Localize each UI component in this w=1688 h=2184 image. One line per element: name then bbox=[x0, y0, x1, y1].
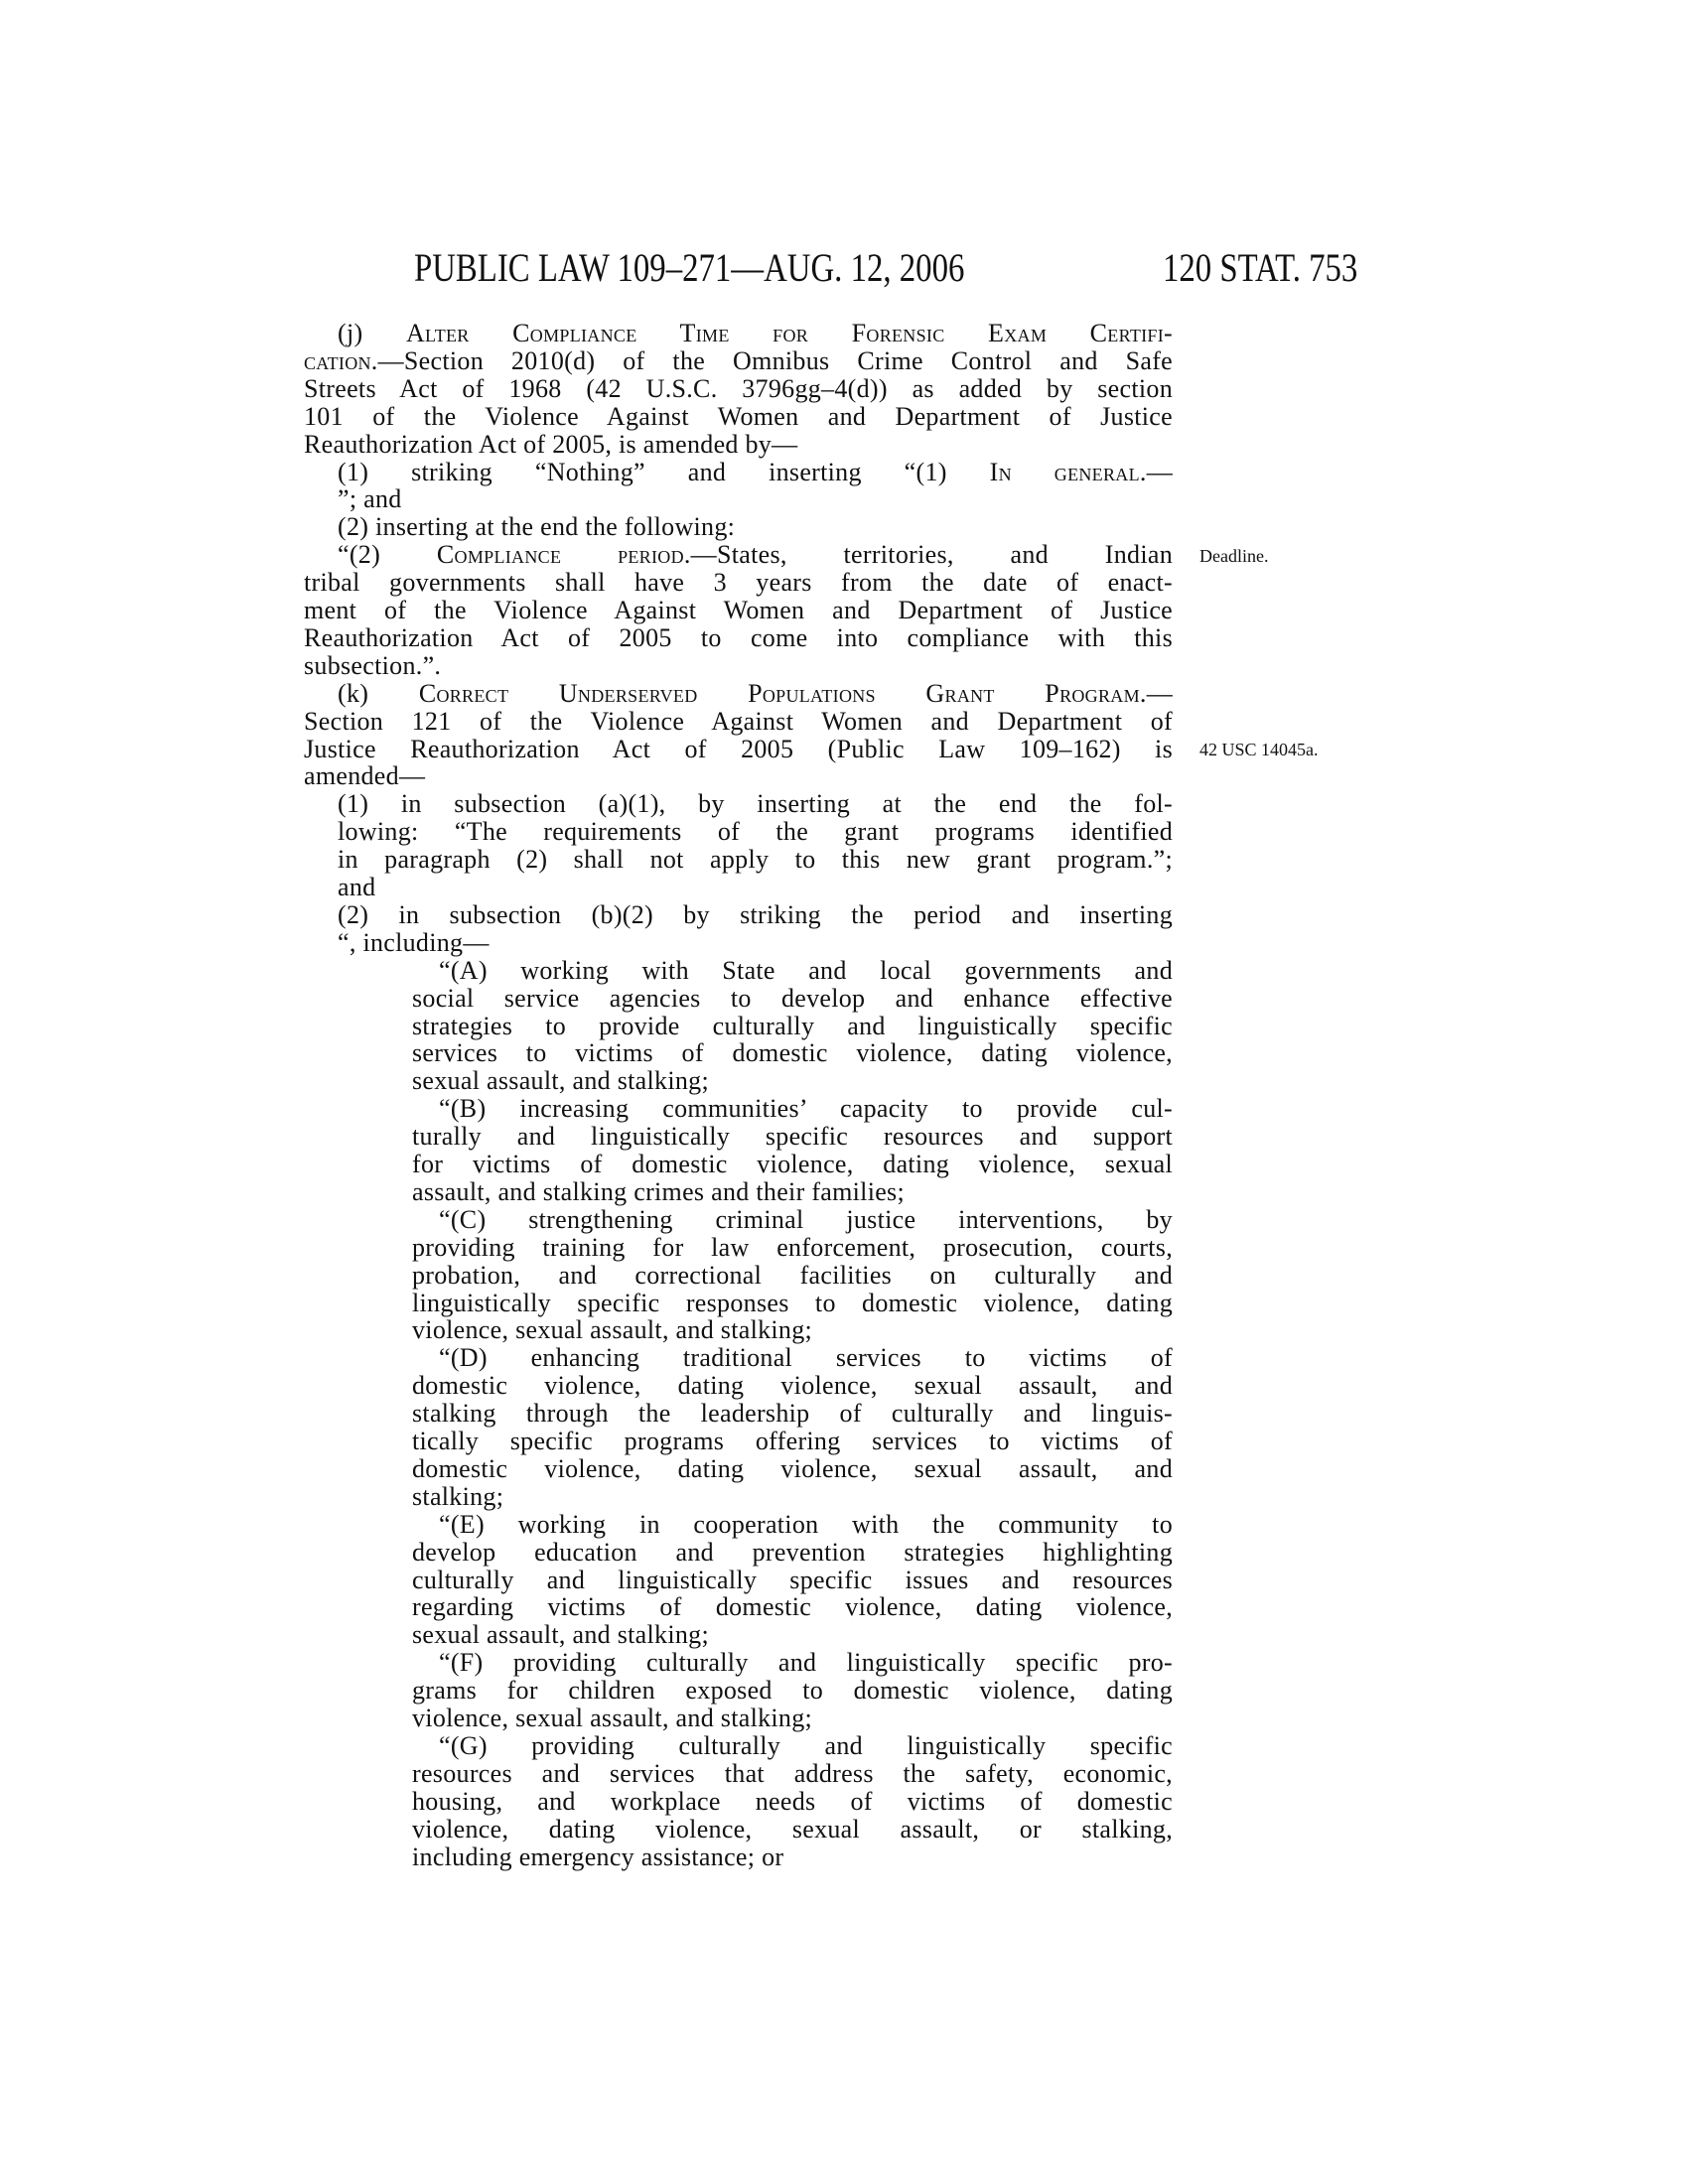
text-line bbox=[304, 708, 1173, 736]
text-line bbox=[412, 1262, 1173, 1290]
text-segment: Reauthorization Act of 2005 to come into compliance with this bbox=[304, 622, 1173, 652]
text-segment: “(2) bbox=[338, 540, 437, 570]
section-heading: Correct Underserved Populations Grant Program. bbox=[418, 678, 1147, 708]
text-line bbox=[304, 597, 1173, 624]
text-line bbox=[412, 1593, 1173, 1621]
text-line bbox=[412, 1372, 1173, 1400]
text-line bbox=[439, 1732, 1173, 1760]
text-segment: sexual assault, and stalking; bbox=[412, 1066, 709, 1096]
text-line bbox=[304, 762, 1173, 790]
text-segment: Reauthorization Act of 2005, is amended by— bbox=[304, 429, 798, 459]
text-segment: subsection.”. bbox=[304, 650, 442, 680]
text-segment: culturally and linguistically specific issues and resources bbox=[412, 1565, 1173, 1594]
text-segment: (k) bbox=[338, 678, 419, 708]
text-segment: (2) in subsection (b)(2) by striking the period and inserting bbox=[338, 899, 1173, 929]
text-segment: Streets Act of 1968 (42 U.S.C. 3796gg–4(d)) as added by section bbox=[304, 373, 1173, 403]
text-segment: tribal governments shall have 3 years from the date of enact- bbox=[304, 568, 1173, 598]
text-segment: —Section 2010(d) of the Omnibus Crime Control and Safe bbox=[377, 345, 1173, 375]
text-segment: for victims of domestic violence, dating violence, sexual bbox=[412, 1150, 1173, 1178]
text-segment: assault, and stalking crimes and their families; bbox=[412, 1176, 905, 1206]
text-line bbox=[412, 1677, 1173, 1705]
text-line bbox=[412, 1178, 1173, 1206]
text-segment: housing, and workplace needs of victims of domestic bbox=[412, 1786, 1173, 1816]
text-segment: and bbox=[338, 873, 376, 901]
text-line bbox=[338, 680, 1173, 708]
text-segment: “(B) increasing communities’ capacity to provide cul- bbox=[439, 1094, 1173, 1124]
text-segment: (2) inserting at the end the following: bbox=[338, 512, 736, 542]
text-line bbox=[412, 1067, 1173, 1095]
text-line bbox=[412, 1483, 1173, 1511]
section-heading: In general. bbox=[989, 457, 1147, 486]
text-line bbox=[304, 403, 1173, 431]
text-segment: develop education and prevention strategies highlighting bbox=[412, 1537, 1173, 1567]
text-line bbox=[412, 1123, 1173, 1151]
text-segment: — bbox=[1146, 457, 1173, 486]
text-line bbox=[304, 569, 1173, 597]
page-number: 120 STAT. 753 bbox=[1163, 245, 1358, 290]
text-segment: strategies to provide culturally and linguistically specific bbox=[412, 1011, 1173, 1040]
section-heading: Compliance period. bbox=[436, 540, 691, 570]
section-heading: cation. bbox=[304, 345, 378, 375]
text-segment: violence, sexual assault, and stalking; bbox=[412, 1315, 813, 1345]
text-segment: stalking; bbox=[412, 1481, 504, 1511]
text-line bbox=[338, 818, 1173, 846]
text-segment: including emergency assistance; or bbox=[412, 1842, 784, 1871]
text-line bbox=[338, 541, 1173, 569]
text-segment: linguistically specific responses to domestic violence, dating bbox=[412, 1288, 1173, 1317]
text-line bbox=[412, 1428, 1173, 1455]
text-segment: violence, sexual assault, and stalking; bbox=[412, 1704, 813, 1732]
margin-note-deadline: Deadline. bbox=[1199, 546, 1269, 566]
text-line bbox=[304, 736, 1173, 763]
text-line bbox=[412, 1816, 1173, 1843]
text-line bbox=[412, 1455, 1173, 1483]
text-line bbox=[412, 1705, 1173, 1732]
text-segment: Section 121 of the Violence Against Women and Department of bbox=[304, 706, 1173, 736]
text-line bbox=[412, 1039, 1173, 1067]
text-segment: regarding victims of domestic violence, dating violence, bbox=[412, 1592, 1173, 1622]
text-segment: probation, and correctional facilities on culturally and bbox=[412, 1260, 1173, 1290]
text-line bbox=[338, 485, 1173, 513]
text-segment: domestic violence, dating violence, sexual assault, and bbox=[412, 1453, 1173, 1483]
text-line bbox=[412, 1621, 1173, 1649]
text-line bbox=[412, 1843, 1173, 1871]
text-segment: amended— bbox=[304, 761, 426, 791]
text-segment: resources and services that address the safety, economic, bbox=[412, 1758, 1173, 1788]
margin-note-usc: 42 USC 14045a. bbox=[1199, 740, 1319, 759]
text-line bbox=[439, 1095, 1173, 1123]
text-line bbox=[412, 1316, 1173, 1344]
text-segment: social service agencies to develop and enhance effective bbox=[412, 983, 1173, 1013]
text-line bbox=[338, 459, 1173, 486]
text-line bbox=[412, 1151, 1173, 1178]
text-segment: —States, territories, and Indian bbox=[690, 540, 1173, 570]
text-segment: “(A) working with State and local governments and bbox=[439, 955, 1173, 985]
text-line bbox=[338, 901, 1173, 929]
text-line bbox=[412, 1290, 1173, 1317]
text-segment: in paragraph (2) shall not apply to this new grant program.”; bbox=[338, 845, 1173, 875]
text-line bbox=[439, 1206, 1173, 1234]
text-line bbox=[412, 1788, 1173, 1816]
text-line bbox=[439, 1344, 1173, 1372]
text-line bbox=[412, 1234, 1173, 1262]
text-line bbox=[304, 375, 1173, 403]
text-segment: sexual assault, and stalking; bbox=[412, 1620, 709, 1650]
text-line bbox=[338, 320, 1173, 347]
section-heading: Alter Compliance Time for Forensic Exam Certifi- bbox=[405, 319, 1173, 347]
text-line bbox=[439, 1649, 1173, 1677]
text-line bbox=[304, 624, 1173, 652]
text-segment: “(D) enhancing traditional services to victims of bbox=[439, 1343, 1173, 1373]
text-line bbox=[412, 1013, 1173, 1040]
text-segment: grams for children exposed to domestic violence, dating bbox=[412, 1676, 1173, 1706]
text-segment: domestic violence, dating violence, sexual assault, and bbox=[412, 1371, 1173, 1401]
text-segment: lowing: “The requirements of the grant programs identified bbox=[338, 817, 1173, 847]
running-head-title: PUBLIC LAW 109–271—AUG. 12, 2006 bbox=[414, 245, 965, 290]
text-segment: (1) in subsection (a)(1), by inserting at the end the fol- bbox=[338, 789, 1173, 819]
text-line bbox=[412, 1760, 1173, 1788]
text-segment: “(C) strengthening criminal justice interventions, by bbox=[439, 1204, 1173, 1234]
text-segment: 101 of the Violence Against Women and Department of Justice bbox=[304, 401, 1173, 431]
text-line bbox=[338, 846, 1173, 874]
text-line bbox=[439, 957, 1173, 985]
text-segment: “, including— bbox=[338, 927, 490, 957]
text-segment: ment of the Violence Against Women and Department of Justice bbox=[304, 596, 1173, 624]
text-line bbox=[439, 1511, 1173, 1539]
text-segment: services to victims of domestic violence, dating violence, bbox=[412, 1038, 1173, 1068]
text-segment: “(G) providing culturally and linguistically specific bbox=[439, 1730, 1173, 1760]
text-segment: “(F) providing culturally and linguistically specific pro- bbox=[439, 1648, 1173, 1678]
text-line bbox=[412, 1539, 1173, 1567]
text-segment: ”; and bbox=[338, 484, 402, 514]
text-line bbox=[304, 652, 1173, 680]
text-line bbox=[338, 874, 1173, 901]
text-segment: providing training for law enforcement, prosecution, courts, bbox=[412, 1232, 1173, 1262]
text-segment: (1) striking “Nothing” and inserting “(1) bbox=[338, 457, 990, 486]
text-segment: tically specific programs offering services to victims of bbox=[412, 1427, 1173, 1455]
text-line bbox=[338, 513, 1173, 541]
text-line bbox=[338, 790, 1173, 818]
text-segment: “(E) working in cooperation with the community to bbox=[439, 1509, 1173, 1539]
text-segment: — bbox=[1146, 678, 1173, 708]
text-segment: stalking through the leadership of culturally and linguis- bbox=[412, 1399, 1173, 1429]
text-line bbox=[304, 347, 1173, 375]
text-segment: (j) bbox=[338, 319, 406, 347]
text-segment: violence, dating violence, sexual assault, or stalking, bbox=[412, 1814, 1173, 1843]
text-line bbox=[412, 1400, 1173, 1428]
text-line bbox=[338, 929, 1173, 957]
text-line bbox=[412, 985, 1173, 1013]
text-line bbox=[304, 431, 1173, 459]
text-segment: Justice Reauthorization Act of 2005 (Public Law 109–162) is bbox=[304, 734, 1173, 763]
text-line bbox=[412, 1567, 1173, 1594]
text-segment: turally and linguistically specific resources and support bbox=[412, 1122, 1173, 1152]
